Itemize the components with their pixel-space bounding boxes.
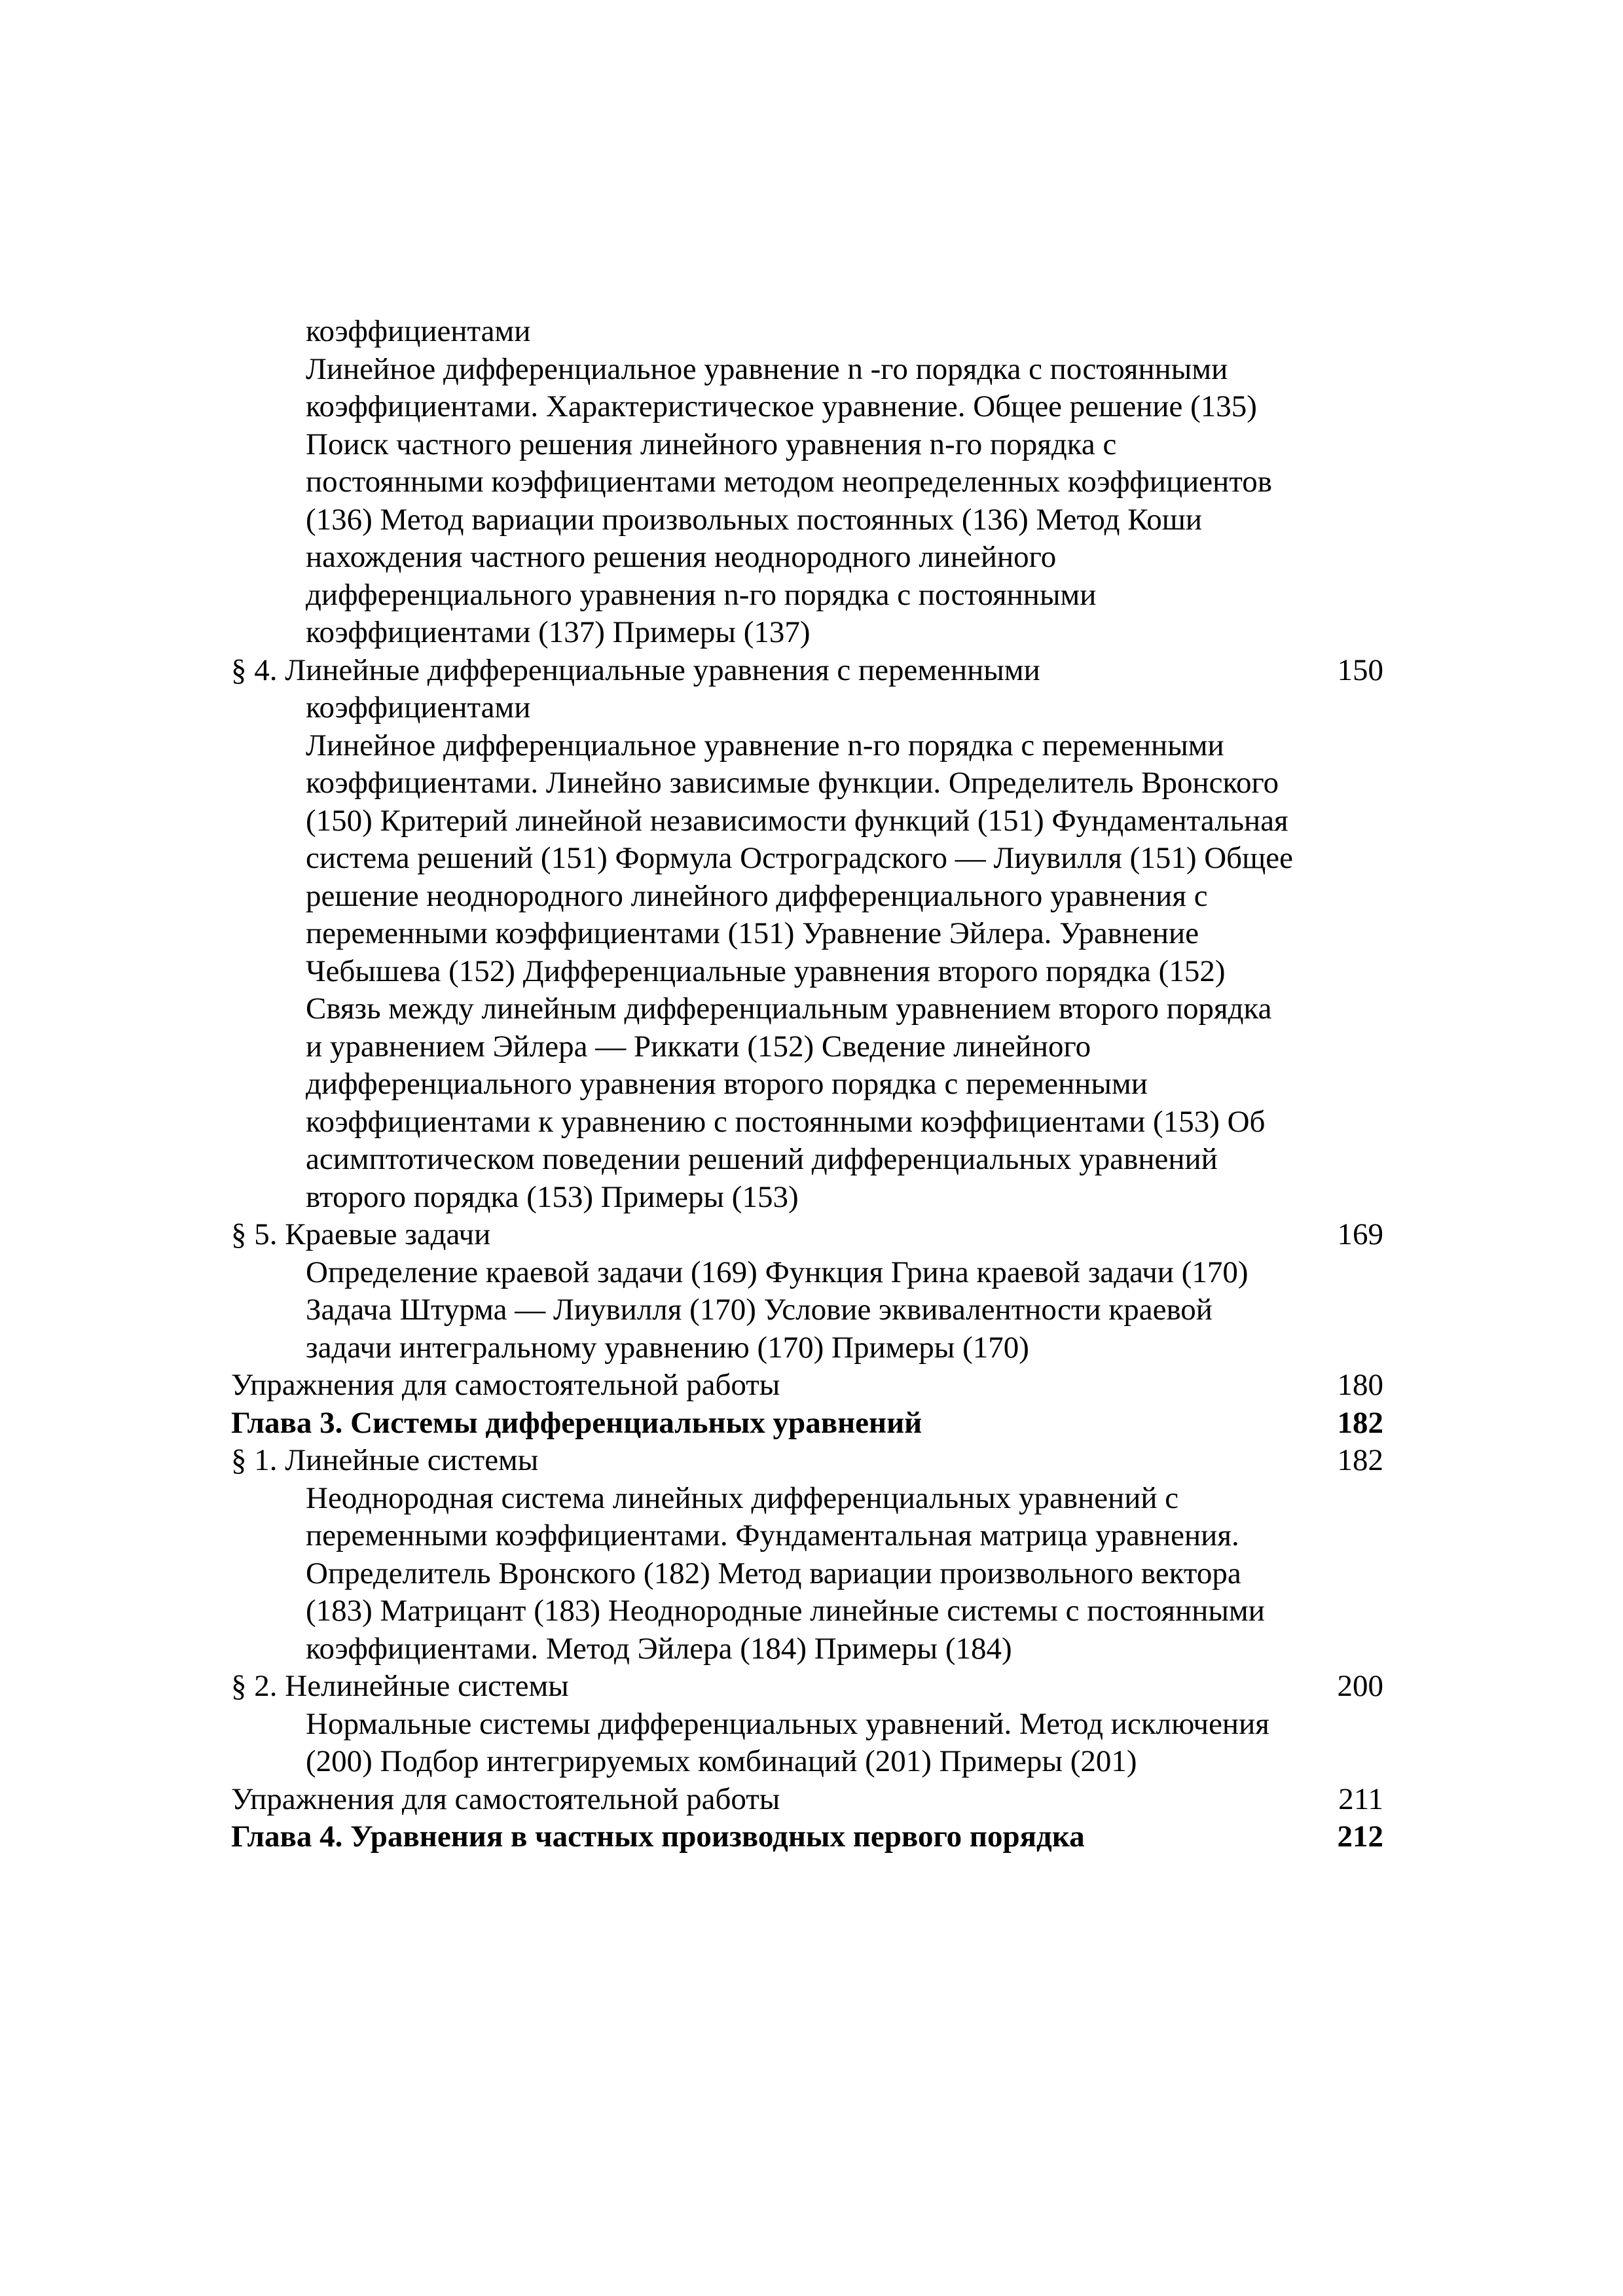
toc-entry-chapter-3[interactable]: [231, 1405, 1383, 1443]
toc-page-number: 182: [1337, 1443, 1383, 1477]
section-4-description: Линейное дифференциальное уравнение n-го порядка с переменными коэффициентами. Линейно зависимые функции. Определитель Вронского (150) Критерий линейной независимости функций (151) Фундаментальная система решений (151) Формула Остроградского — Лиувилля (151) Общее решение неоднородного линейного дифференциального уравнения с переменными коэффициентами (151) Уравнение Эйлера. Уравнение Чебышева (152) Дифференциальные уравнения второго порядка (152) Связь между линейным дифференциальным уравнением второго порядка и уравнением Эйлера — Риккати (152) Сведение линейного дифференциального уравнения второго порядка с переменными коэффициентами к уравнению с постоянными коэффициентами (153) Об асимптотическом поведении решений дифференциальных уравнений второго порядка (153) Примеры (153): [306, 728, 1293, 1214]
chapter-3-title: Глава 3. Системы дифференциальных уравнений: [231, 1405, 922, 1440]
exercises-title: Упражнения для самостоятельной работы: [231, 1782, 780, 1816]
chapter-4-title: Глава 4. Уравнения в частных производных первого порядка: [231, 1820, 1085, 1854]
section-description-text: Линейное дифференциальное уравнение n -го порядка с постоянными коэффициентами. Характеристическое уравнение. Общее решение (135) Поиск частного решения линейного уравнения n-го порядка с постоянными коэффициентами методом неопределенных коэффициентов (136) Метод вариации произвольных постоянных (136) Метод Коши нахождения частного решения неоднородного линейного дифференциального уравнения n-го порядка с постоянными коэффициентами (137) Примеры (137): [306, 351, 1272, 649]
toc-entry-ch3-section-1[interactable]: [231, 1442, 1383, 1480]
toc-page-number: 200: [1337, 1669, 1383, 1703]
toc-page-number: 212: [1337, 1820, 1383, 1854]
section-4-title: § 4. Линейные дифференциальные уравнения с переменными: [231, 653, 1040, 687]
toc-page-number: 150: [1337, 653, 1383, 687]
toc-page-number: 180: [1337, 1368, 1383, 1402]
section-5-title: § 5. Краевые задачи: [231, 1217, 491, 1251]
toc-entry-ch3-section-2[interactable]: [231, 1668, 1383, 1706]
toc-page-number: 169: [1337, 1217, 1383, 1251]
toc-page-number: 182: [1337, 1405, 1383, 1440]
toc-entry-section-5[interactable]: [231, 1216, 1383, 1254]
section-4-title-continuation: коэффициентами: [306, 691, 531, 725]
toc-entry-title: [231, 652, 1298, 727]
ch3-section-1-description: Неоднородная система линейных дифференциальных уравнений с переменными коэффициентами. Фундаментальная матрица уравнения. Определитель Вронского (182) Метод вариации произвольного вектора (183) Матрицант (183) Неоднородные линейные системы с постоянными коэффициентами. Метод Эйлера (184) Примеры (184): [306, 1480, 1265, 1666]
section-5-description: Определение краевой задачи (169) Функция Грина краевой задачи (170) Задача Штурма — Лиувилля (170) Условие эквивалентности краевой задачи интегральному уравнению (170) Примеры (170): [306, 1255, 1249, 1365]
exercises-title: Упражнения для самостоятельной работы: [231, 1368, 780, 1402]
section-description: [231, 313, 1294, 652]
toc-entry-section-4[interactable]: [231, 652, 1383, 727]
ch3-section-2-title: § 2. Нелинейные системы: [231, 1669, 569, 1703]
toc-entry-exercises[interactable]: [231, 1781, 1383, 1819]
toc-page-number: 211: [1338, 1782, 1383, 1816]
section-title-continuation: коэффициентами: [306, 314, 531, 348]
toc-entry-chapter-4[interactable]: [231, 1818, 1383, 1856]
table-of-contents: [231, 313, 1383, 1856]
toc-entry-exercises[interactable]: [231, 1367, 1383, 1405]
ch3-section-2-description: Нормальные системы дифференциальных уравнений. Метод исключения (200) Подбор интегрируемых комбинаций (201) Примеры (201): [306, 1706, 1269, 1778]
ch3-section-1-title: § 1. Линейные системы: [231, 1443, 539, 1477]
